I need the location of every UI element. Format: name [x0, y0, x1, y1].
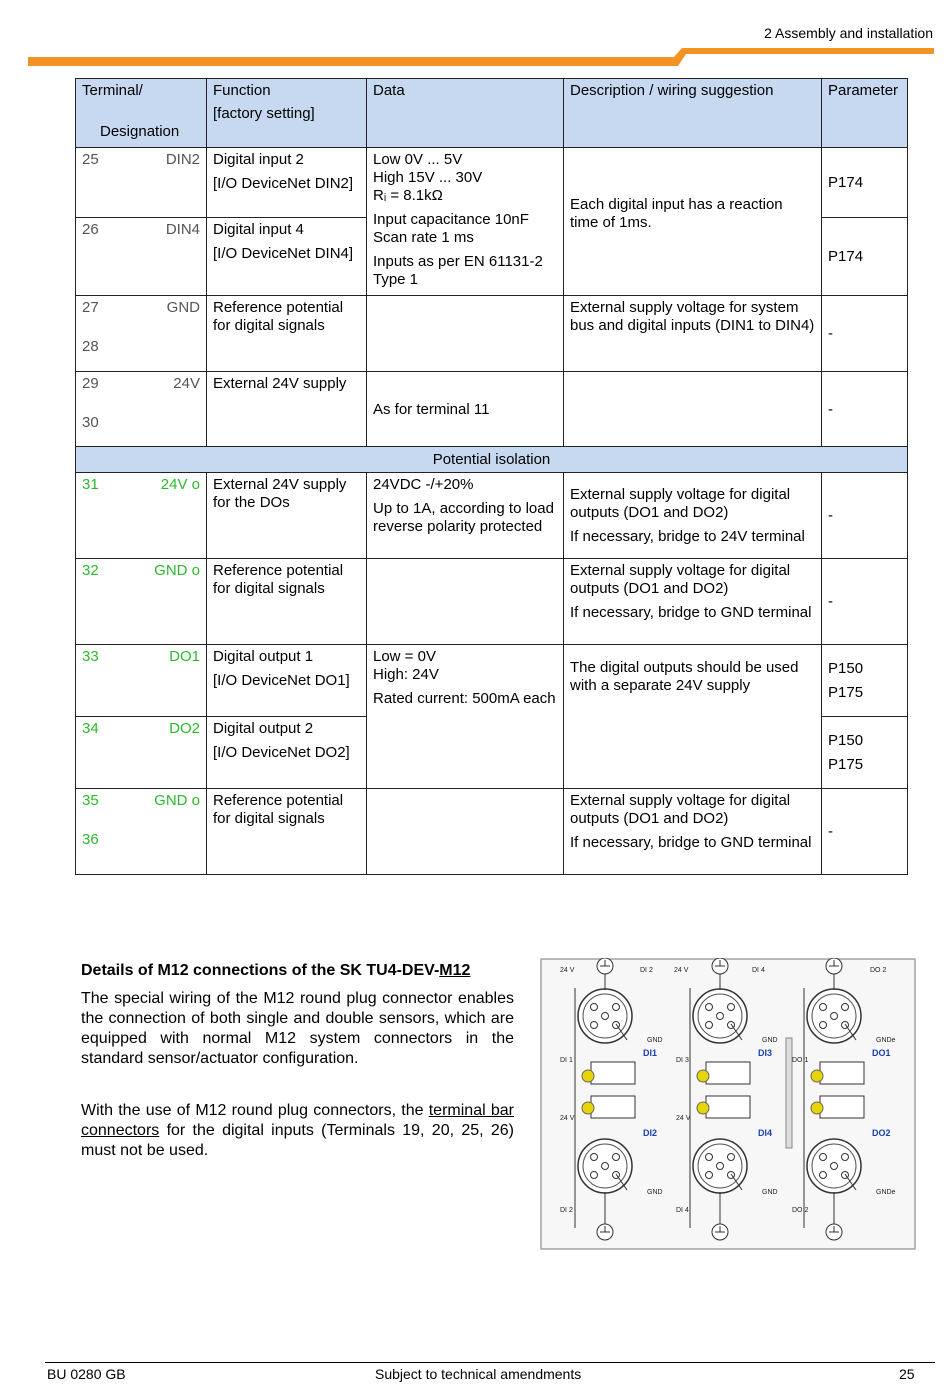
table-row — [76, 372, 908, 447]
function-cell: Digital output 2 [I/O DeviceNet DO2] — [207, 717, 367, 789]
footer-divider — [45, 1362, 935, 1363]
parameter-cell: P174 — [822, 148, 908, 218]
label-left: DI 3 — [676, 1057, 689, 1064]
function-cell: External 24V supply — [207, 372, 367, 447]
m12-details-title: Details of M12 connections of the SK TU4-DEV-M12 — [81, 962, 471, 979]
pin — [591, 1172, 598, 1179]
label-blue-bottom: DO2 — [872, 1128, 891, 1138]
sensor-box — [706, 1062, 750, 1084]
m12-details-paragraph: The special wiring of the M12 round plug connector enables the connection of both single and double sensors, which are equipped with normal M12 system connectors in the standard sensor/actuator configuration. — [81, 990, 514, 1067]
description-cell — [564, 372, 822, 447]
sensor-box — [591, 1096, 635, 1118]
function-cell: Reference potential for digital signals — [207, 789, 367, 875]
pin — [613, 1004, 620, 1011]
isolation-row — [76, 447, 908, 473]
label-left: DO 1 — [792, 1057, 809, 1064]
pin — [842, 1004, 849, 1011]
terminal-cell: 26 DIN4 — [76, 218, 207, 296]
data-cell: Low = 0V High: 24V Rated current: 500mA each — [367, 645, 564, 789]
pin — [706, 1022, 713, 1029]
header-function: Function [factory setting] — [207, 79, 367, 148]
pin — [591, 1022, 598, 1029]
label-top: DI 4 — [752, 967, 765, 974]
label-bottom: DI 2 — [560, 1207, 573, 1214]
label-top: 24 V — [674, 967, 689, 974]
pin — [728, 1004, 735, 1011]
terminal-cell: 32 GND o — [76, 559, 207, 645]
pin — [820, 1172, 827, 1179]
table-header-row — [76, 79, 908, 148]
potential-isolation-label: Potential isolation — [76, 447, 908, 473]
header-description: Description / wiring suggestion — [564, 79, 822, 148]
label-blue-bottom: DI2 — [643, 1128, 658, 1138]
pin — [820, 1154, 827, 1161]
description-cell: The digital outputs should be used with a separate 24V supply — [564, 645, 822, 789]
parameter-cell: - — [822, 789, 908, 875]
label-blue-top: DI1 — [643, 1048, 658, 1058]
pin — [613, 1154, 620, 1161]
pin — [831, 1013, 838, 1020]
function-cell: Digital input 4 [I/O DeviceNet DIN4] — [207, 218, 367, 296]
terminal-cell: 31 24V o — [76, 473, 207, 559]
label-gnd-top: GNDe — [876, 1037, 896, 1044]
terminal-cell: 29 24V 30 — [76, 372, 207, 447]
status-led — [697, 1070, 709, 1082]
footer-notice: Subject to technical amendments — [375, 1366, 582, 1382]
label-gnd-top: GND — [762, 1037, 778, 1044]
description-cell: External supply voltage for system bus and digital inputs (DIN1 to DIN4) — [564, 296, 822, 372]
data-cell: 24VDC -/+20% Up to 1A, according to load reverse polarity protected — [367, 473, 564, 559]
pin — [717, 1163, 724, 1170]
parameter-cell: P150 P175 — [822, 717, 908, 789]
table-row — [76, 789, 908, 875]
terminal-cell: 34 DO2 — [76, 717, 207, 789]
m12-details-section — [81, 962, 514, 1161]
parameter-cell: - — [822, 372, 908, 447]
function-cell: Digital input 2 [I/O DeviceNet DIN2] — [207, 148, 367, 218]
pin — [728, 1154, 735, 1161]
description-cell: External supply voltage for digital outputs (DO1 and DO2) If necessary, bridge to GND terminal — [564, 789, 822, 875]
orange-header-bar — [28, 48, 934, 70]
header-terminal: Terminal/ Designation — [76, 79, 207, 148]
table-row — [76, 148, 908, 218]
function-cell: Reference potential for digital signals — [207, 559, 367, 645]
table-row — [76, 645, 908, 717]
header-data: Data — [367, 79, 564, 148]
status-led — [582, 1102, 594, 1114]
pin — [706, 1154, 713, 1161]
parameter-cell: - — [822, 296, 908, 372]
description-cell: External supply voltage for digital outputs (DO1 and DO2) If necessary, bridge to GND terminal — [564, 559, 822, 645]
table-row — [76, 296, 908, 372]
pin — [820, 1022, 827, 1029]
pin — [602, 1013, 609, 1020]
label-gnd-top: GND — [647, 1037, 663, 1044]
terminal-table — [75, 78, 908, 875]
pin — [602, 1163, 609, 1170]
label-top: DI 2 — [640, 967, 653, 974]
label-gnd-bottom: GNDe — [876, 1189, 896, 1196]
m12-wiring-diagram — [540, 958, 916, 1250]
label-blue-top: DO1 — [872, 1048, 891, 1058]
section-header: 2 Assembly and installation — [764, 25, 933, 41]
pin — [842, 1154, 849, 1161]
description-cell: Each digital input has a reaction time of 1ms. — [564, 148, 822, 296]
label-mid: 24 V — [676, 1115, 691, 1122]
label-mid: 24 V — [560, 1115, 575, 1122]
label-bottom: DI 4 — [676, 1207, 689, 1214]
sensor-box — [820, 1096, 864, 1118]
description-cell: External supply voltage for digital outputs (DO1 and DO2) If necessary, bridge to 24V terminal — [564, 473, 822, 559]
function-cell: External 24V supply for the DOs — [207, 473, 367, 559]
parameter-cell: P174 — [822, 218, 908, 296]
status-led — [582, 1070, 594, 1082]
label-blue-top: DI3 — [758, 1048, 773, 1058]
footer-doc-id: BU 0280 GB — [47, 1366, 126, 1382]
data-cell — [367, 559, 564, 645]
parameter-cell: P150 P175 — [822, 645, 908, 717]
pin — [591, 1154, 598, 1161]
label-blue-bottom: DI4 — [758, 1128, 773, 1138]
sensor-box — [706, 1096, 750, 1118]
label-top: 24 V — [560, 967, 575, 974]
label-top: DO 2 — [870, 967, 887, 974]
m12-usage-paragraph: With the use of M12 round plug connectors, the terminal bar connectors for the digital inputs (Terminals 19, 20, 25, 26) must not be used. — [81, 1102, 514, 1159]
data-cell: Low 0V ... 5V High 15V ... 30V Rᵢ = 8.1kΩ Input capacitance 10nF Scan rate 1 ms Inputs as per EN 61131-2 Type 1 — [367, 148, 564, 296]
parameter-cell: - — [822, 473, 908, 559]
status-led — [811, 1070, 823, 1082]
status-led — [811, 1102, 823, 1114]
sensor-box — [820, 1062, 864, 1084]
pin — [591, 1004, 598, 1011]
separator-bar — [786, 1038, 792, 1148]
label-gnd-bottom: GND — [762, 1189, 778, 1196]
sensor-box — [591, 1062, 635, 1084]
table-row — [76, 473, 908, 559]
label-bottom: DO 2 — [792, 1207, 809, 1214]
pin — [820, 1004, 827, 1011]
function-cell: Digital output 1 [I/O DeviceNet DO1] — [207, 645, 367, 717]
data-cell: As for terminal 11 — [367, 372, 564, 447]
pin — [706, 1004, 713, 1011]
terminal-cell: 35 GND o 36 — [76, 789, 207, 875]
data-cell — [367, 296, 564, 372]
parameter-cell: - — [822, 559, 908, 645]
terminal-cell: 25 DIN2 — [76, 148, 207, 218]
data-cell — [367, 789, 564, 875]
pin — [831, 1163, 838, 1170]
terminal-cell: 33 DO1 — [76, 645, 207, 717]
pin — [717, 1013, 724, 1020]
pin — [706, 1172, 713, 1179]
function-cell: Reference potential for digital signals — [207, 296, 367, 372]
label-gnd-bottom: GND — [647, 1189, 663, 1196]
terminal-cell: 27 GND 28 — [76, 296, 207, 372]
table-row — [76, 559, 908, 645]
status-led — [697, 1102, 709, 1114]
footer-page-number: 25 — [899, 1366, 915, 1382]
label-left: DI 1 — [560, 1057, 573, 1064]
header-parameter: Parameter — [822, 79, 908, 148]
